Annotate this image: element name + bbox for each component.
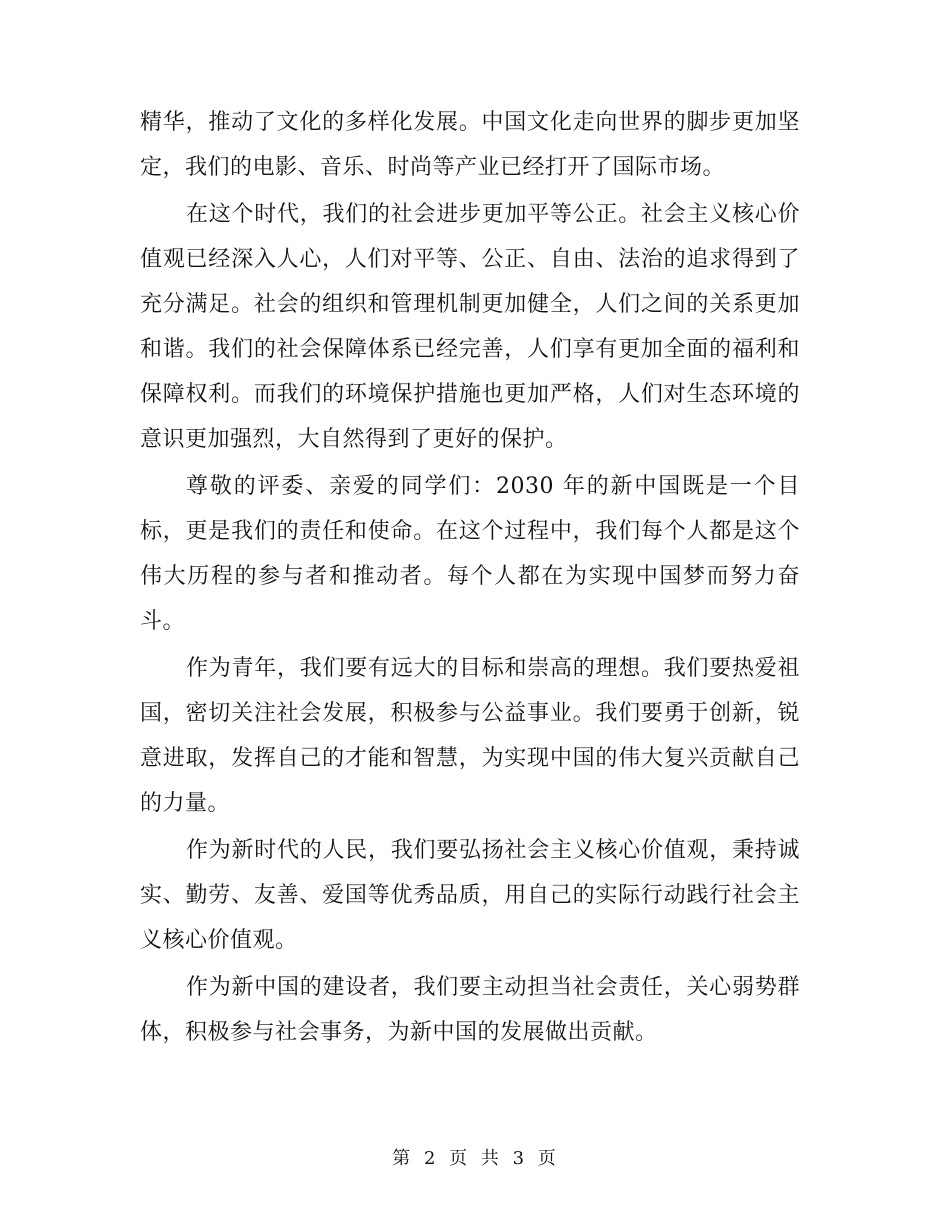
page-number-footer: 第 2 页 共 3 页: [392, 1148, 558, 1169]
document-body: [140, 100, 800, 1057]
paragraph-2: 在这个时代，我们的社会进步更加平等公正。社会主义核心价值观已经深入人心，人们对平等、公正、自由、法治的追求得到了充分满足。社会的组织和管理机制更加健全，人们之间的关系更加和谐。我们的社会保障体系已经完善，人们享有更加全面的福利和保障权利。而我们的环境保护措施也更加严格，人们对生态环境的意识更加强烈，大自然得到了更好的保护。: [140, 202, 800, 452]
paragraph-6: 作为新中国的建设者，我们要主动担当社会责任，关心弱势群体，积极参与社会事务，为新中国的发展做出贡献。: [140, 975, 800, 1045]
paragraph-3: 尊敬的评委、亲爱的同学们：2030 年的新中国既是一个目标，更是我们的责任和使命。在这个过程中，我们每个人都是这个伟大历程的参与者和推动者。每个人都在为实现中国梦而努力奋斗。: [140, 474, 800, 634]
paragraph-5: 作为新时代的人民，我们要弘扬社会主义核心价值观，秉持诚实、勤劳、友善、爱国等优秀品质，用自己的实际行动践行社会主义核心价值观。: [140, 838, 800, 953]
paragraph-4: 作为青年，我们要有远大的目标和崇高的理想。我们要热爱祖国，密切关注社会发展，积极参与公益事业。我们要勇于创新，锐意进取，发挥自己的才能和智慧，为实现中国的伟大复兴贡献自己的力量。: [140, 656, 800, 816]
paragraph-1: 精华，推动了文化的多样化发展。中国文化走向世界的脚步更加坚定，我们的电影、音乐、时尚等产业已经打开了国际市场。: [140, 110, 800, 180]
